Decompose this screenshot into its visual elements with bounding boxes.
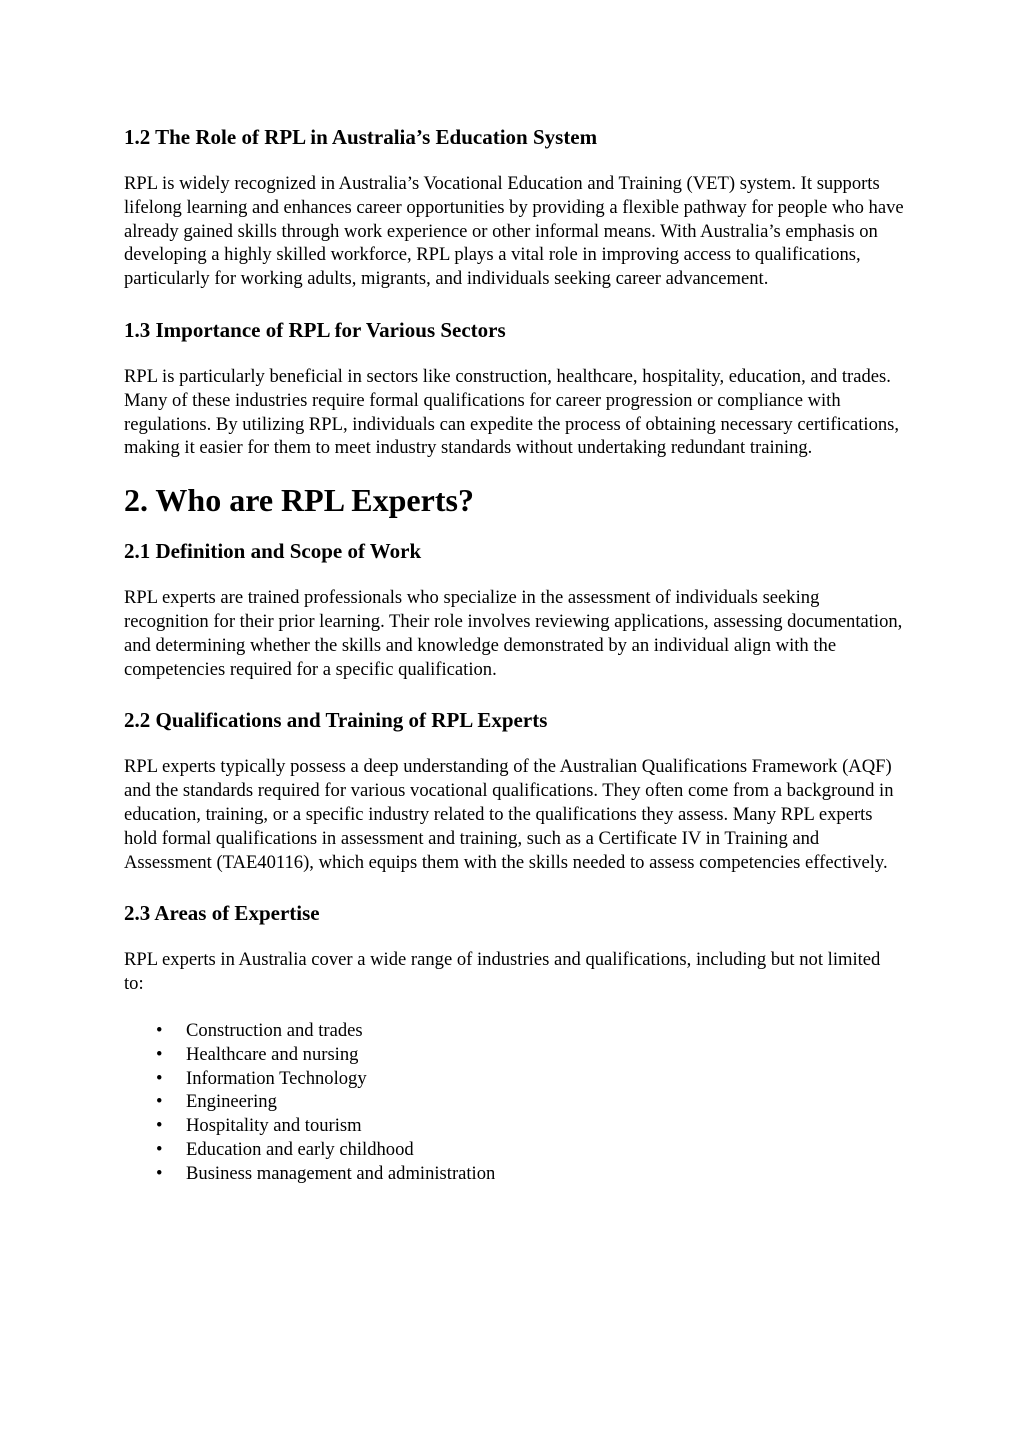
paragraph-2-2: RPL experts typically possess a deep understanding of the Australian Qualifications Framework (AQF) and the standards required for various vocational qualifications. They often come from a background in education, training, or a specific industry related to the qualifications they assess. Many RPL experts hold formal qualifications in assessment and training, such as a Certificate IV in Training and Assessment (TAE40116), which equips them with the skills needed to assess competencies effectively.: [124, 756, 894, 873]
list-item: [124, 1019, 904, 1043]
bullet-icon: •: [156, 1091, 163, 1113]
list-item-text: Business management and administration: [186, 1162, 496, 1184]
heading-1-2: 1.2 The Role of RPL in Australia’s Education System: [124, 125, 598, 149]
heading-2-1: 2.1 Definition and Scope of Work: [124, 539, 422, 564]
bullet-icon: •: [156, 1115, 163, 1137]
list-item: [124, 1162, 904, 1186]
list-item-text: Information Technology: [186, 1067, 367, 1089]
list-item-text: Engineering: [186, 1091, 277, 1113]
list-item-text: Construction and trades: [186, 1019, 363, 1041]
paragraph-2-3: RPL experts in Australia cover a wide range of industries and qualifications, including but not limited to:: [124, 949, 881, 995]
list-item: [124, 1114, 904, 1138]
bullet-icon: •: [156, 1162, 163, 1184]
list-item-text: Healthcare and nursing: [186, 1043, 359, 1065]
list-item: [124, 1138, 904, 1162]
heading-2: 2. Who are RPL Experts?: [124, 482, 474, 519]
bullet-icon: •: [156, 1019, 163, 1041]
bullet-icon: •: [156, 1043, 163, 1065]
paragraph-2-1: RPL experts are trained professionals who specialize in the assessment of individuals seeking recognition for their prior learning. Their role involves reviewing applications, assessing documentation, and determining whether the skills and knowledge demonstrated by an individual align with the competencies required for a specific qualification.: [124, 587, 903, 680]
list-item: [124, 1067, 904, 1091]
list-item: [124, 1090, 904, 1114]
heading-2-3: 2.3 Areas of Expertise: [124, 901, 320, 926]
list-item-text: Education and early childhood: [186, 1138, 414, 1160]
list-item: [124, 1043, 904, 1067]
bullet-icon: •: [156, 1067, 163, 1089]
expertise-list: [124, 1019, 904, 1186]
paragraph-1-2: RPL is widely recognized in Australia’s Vocational Education and Training (VET) system. It supports lifelong learning and enhances career opportunities by providing a flexible pathway for people who have already gained skills through work experience or other informal means. With Australia’s emphasis on developing a highly skilled workforce, RPL plays a vital role in improving access to qualifications, particularly for working adults, migrants, and individuals seeking career advancement.: [124, 173, 904, 290]
paragraph-1-3: RPL is particularly beneficial in sectors like construction, healthcare, hospitality, education, and trades. Many of these industries require formal qualifications for career progression or compliance with regulations. By utilizing RPL, individuals can expedite the process of obtaining necessary certifications, making it easier for them to meet industry standards without undertaking redundant training.: [124, 365, 900, 459]
document-page: [124, 124, 904, 1186]
heading-1-3: 1.3 Importance of RPL for Various Sectors: [124, 317, 506, 342]
heading-2-2: 2.2 Qualifications and Training of RPL Experts: [124, 708, 548, 733]
bullet-icon: •: [156, 1138, 163, 1160]
list-item-text: Hospitality and tourism: [186, 1115, 362, 1137]
